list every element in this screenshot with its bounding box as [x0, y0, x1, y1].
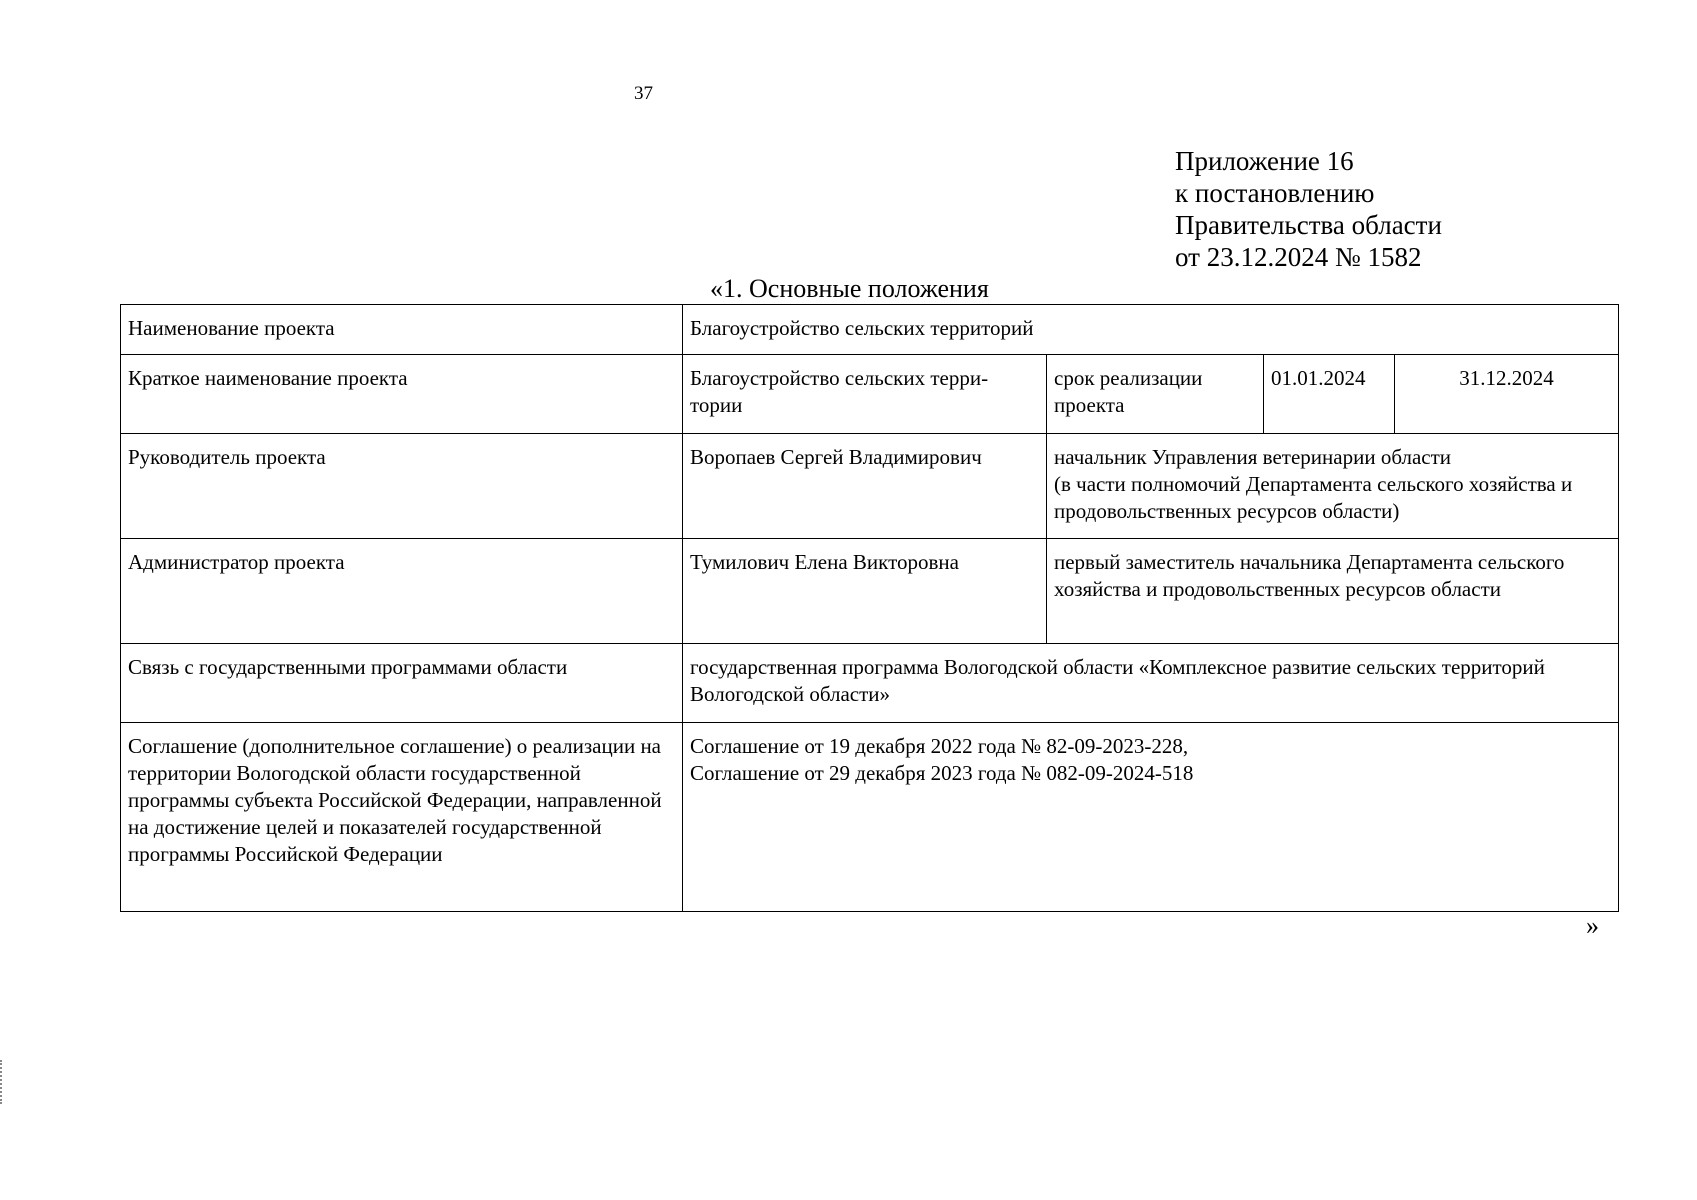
project-leader-name: Воропаев Сергей Владимирович: [683, 434, 1047, 539]
leader-position-line: начальник Управления ветеринарии области: [1054, 445, 1452, 469]
project-leader-position: [1047, 434, 1619, 539]
project-name-value: Благоустройство сельских территорий: [683, 305, 1619, 355]
project-admin-label: Администратор проекта: [121, 539, 683, 644]
leader-position-note: (в части полномочий Департамента сельского хозяйства и продовольственных ресурсов области): [1054, 472, 1573, 523]
closing-quote: »: [1586, 911, 1599, 940]
table-row: [121, 723, 1619, 912]
agreement-values: [683, 723, 1619, 912]
table-row: [121, 539, 1619, 644]
agreement-first: Соглашение от 19 декабря 2022 года № 82-09-2023-228,: [690, 734, 1189, 758]
term-label: срок реализации проекта: [1047, 355, 1264, 434]
program-link-label: Связь с государственными программами области: [121, 644, 683, 723]
start-date: 01.01.2024: [1264, 355, 1395, 434]
scan-edge-marks: [0, 1060, 4, 1104]
agreement-second: Соглашение от 29 декабря 2023 года № 082-09-2024-518: [690, 761, 1194, 785]
agreement-label: Соглашение (дополнительное соглашение) о реализации на территории Вологодской области государственной программы субъекта Российской Федерации, направленной на достижение целей и показателей государственной программы Российской Федерации: [121, 723, 683, 912]
project-info-table: [120, 304, 1619, 912]
table-row: [121, 305, 1619, 355]
table-row: [121, 644, 1619, 723]
short-name-label: Краткое наименование проекта: [121, 355, 683, 434]
end-date: 31.12.2024: [1395, 355, 1619, 434]
appendix-authority: Правительства области: [1175, 210, 1442, 240]
page-number: 37: [634, 83, 653, 104]
program-link-value: государственная программа Вологодской области «Комплексное развитие сельских территорий Вологодской области»: [683, 644, 1619, 723]
appendix-date-number: от 23.12.2024 № 1582: [1175, 242, 1422, 272]
appendix-reference: к постановлению: [1175, 178, 1375, 208]
project-admin-position: первый заместитель начальника Департамента сельского хозяйства и продовольственных ресурсов области: [1047, 539, 1619, 644]
table-row: [121, 355, 1619, 434]
appendix-header: [1175, 145, 1442, 273]
appendix-number: Приложение 16: [1175, 146, 1354, 176]
section-title: «1. Основные положения: [710, 274, 989, 303]
project-admin-name: Тумилович Елена Викторовна: [683, 539, 1047, 644]
table-row: [121, 434, 1619, 539]
project-name-label: Наименование проекта: [121, 305, 683, 355]
short-name-value: Благоустройство сельских терри-тории: [683, 355, 1047, 434]
project-leader-label: Руководитель проекта: [121, 434, 683, 539]
